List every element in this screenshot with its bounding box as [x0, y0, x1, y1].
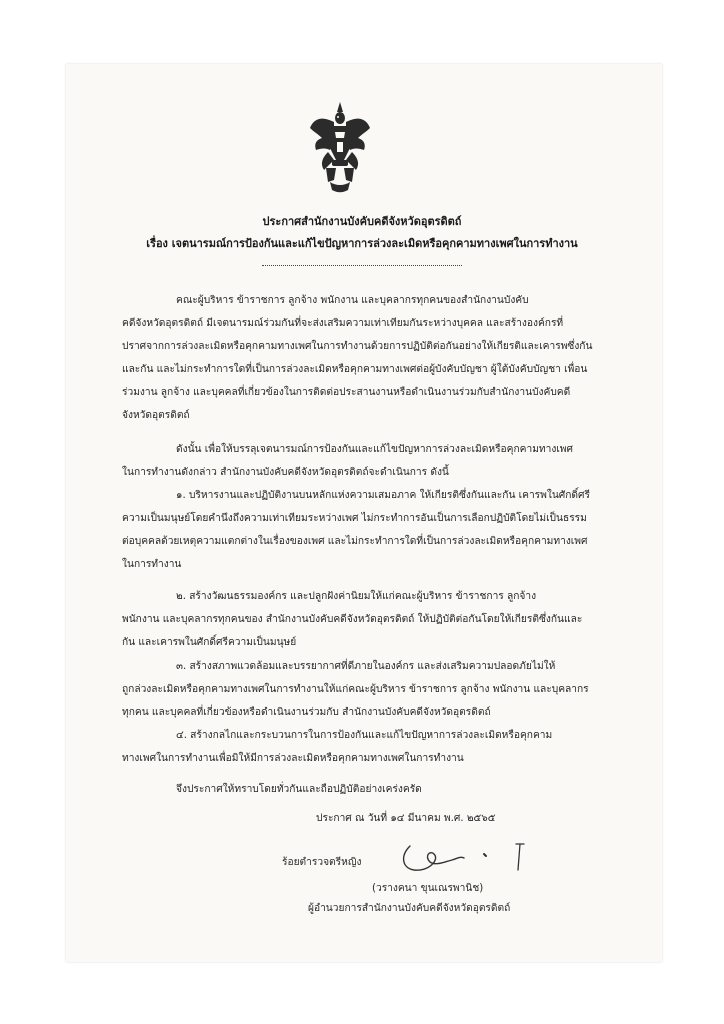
- body-line: พนักงาน และบุคลากรทุกคนของ สำนักงานบังคับคดีจังหวัดอุตรดิตถ์ ให้ปฏิบัติต่อกันโดยให้เกียรติซึ่งกันและ: [122, 614, 583, 625]
- body-line: ความเป็นมนุษย์โดยคำนึงถึงความเท่าเทียมระหว่างเพศ ไม่กระทำการอันเป็นการเลือกปฏิบัติโดยไม่เป็นธรรม: [122, 513, 587, 524]
- body-line: ทุกคน และบุคคลที่เกี่ยวข้องหรือดำเนินงานร่วมกับ สำนักงานบังคับคดีจังหวัดอุตรดิตถ์: [122, 707, 491, 718]
- signer-rank: ร้อยตำรวจตรีหญิง: [282, 857, 362, 868]
- list-item: ๔. สร้างกลไกและกระบวนการในการป้องกันและแก้ไขปัญหาการล่วงละเมิดหรือคุกคาม: [176, 730, 553, 741]
- body-line: ต่อบุคคลด้วยเหตุความแตกต่างในเรื่องของเพศ และไม่กระทำการใดที่เป็นการล่วงละเมิดหรือคุกคามทางเพศ: [122, 536, 588, 547]
- list-item: ๒. สร้างวัฒนธรรมองค์กร และปลูกฝังค่านิยมให้แก่คณะผู้บริหาร ข้าราชการ ลูกจ้าง: [176, 591, 537, 602]
- handwritten-signature: [394, 836, 538, 882]
- list-item: ๓. สร้างสภาพแวดล้อมและบรรยากาศที่ดีภายในองค์กร และส่งเสริมความปลอดภัยไม่ให้: [176, 661, 556, 672]
- signer-name: (วรางคนา ขุนเณรพานิช): [372, 883, 484, 894]
- garuda-emblem: [308, 98, 372, 198]
- signer-position: ผู้อำนวยการสำนักงานบังคับคดีจังหวัดอุตรดิตถ์: [308, 903, 511, 914]
- body-line: คดีจังหวัดอุตรดิตถ์ มีเจตนารมณ์ร่วมกันที่จะส่งเสริมความเท่าเทียมกันระหว่างบุคคล และสร้างองค์กรที่: [122, 318, 564, 329]
- document-title: ประกาศสำนักงานบังคับคดีจังหวัดอุตรดิตถ์: [262, 215, 462, 228]
- dotted-divider: [262, 265, 462, 266]
- body-line: ในการทำงาน: [122, 559, 182, 570]
- body-line: ในการทำงานดังกล่าว สำนักงานบังคับคดีจังหวัดอุตรดิตถ์จะดำเนินการ ดังนี้: [122, 467, 449, 478]
- list-item: ๑. บริหารงานและปฏิบัติงานบนหลักแห่งความเสมอภาค ให้เกียรติซึ่งกันและกัน เคารพในศักดิ์ศรี: [176, 490, 590, 501]
- announcement-date: ประกาศ ณ วันที่ ๑๔ มีนาคม พ.ศ. ๒๕๖๕: [316, 813, 496, 824]
- body-line: ปราศจากการล่วงละเมิดหรือคุกคามทางเพศในการทำงานด้วยการปฏิบัติต่อกันอย่างให้เกียรติและเคารพซึ่งกัน: [122, 341, 593, 352]
- body-line: ทางเพศในการทำงานเพื่อมิให้มีการล่วงละเมิดหรือคุกคามทางเพศในการทำงาน: [122, 753, 464, 764]
- body-line: และกัน และไม่กระทำการใดที่เป็นการล่วงละเมิดหรือคุกคามทางเพศต่อผู้บังคับบัญชา ผู้ใต้บังคับบัญชา เพื่อน: [122, 364, 588, 375]
- body-line: ถูกล่วงละเมิดหรือคุกคามทางเพศในการทำงานให้แก่คณะผู้บริหาร ข้าราชการ ลูกจ้าง พนักงาน และบุคลากร: [122, 684, 589, 695]
- body-line: กัน และเคารพในศักดิ์ศรีความเป็นมนุษย์: [122, 637, 297, 648]
- body-line: คณะผู้บริหาร ข้าราชการ ลูกจ้าง พนักงาน และบุคลากรทุกคนของสำนักงานบังคับ: [176, 295, 529, 306]
- closing-line: จึงประกาศให้ทราบโดยทั่วกันและถือปฏิบัติอย่างเคร่งครัด: [176, 784, 422, 795]
- body-line: จังหวัดอุตรดิตถ์: [122, 410, 190, 421]
- body-line: ร่วมงาน ลูกจ้าง และบุคคลที่เกี่ยวข้องในการติดต่อประสานงานหรือดำเนินงานร่วมกับสำนักงานบังคับคดี: [122, 387, 571, 398]
- document-subject: เรื่อง เจตนารมณ์การป้องกันและแก้ไขปัญหาการล่วงละเมิดหรือคุกคามทางเพศในการทำงาน: [146, 237, 578, 250]
- body-line: ดังนั้น เพื่อให้บรรลุเจตนารมณ์การป้องกันและแก้ไขปัญหาการล่วงละเมิดหรือคุกคามทางเพศ: [176, 444, 573, 455]
